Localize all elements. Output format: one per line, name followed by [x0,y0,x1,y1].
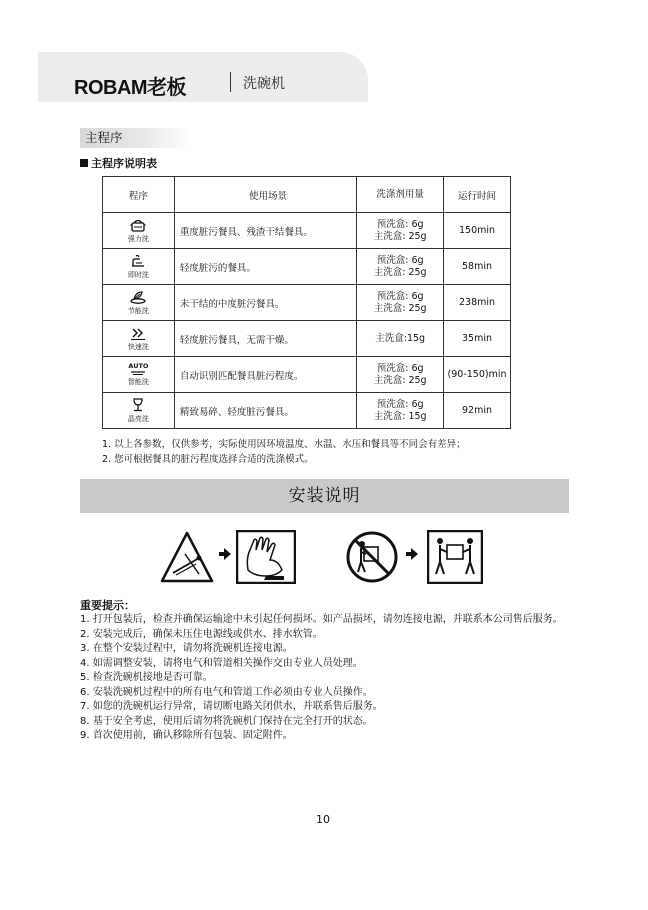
eco-leaf-plate-icon [130,290,146,305]
scene-cell: 精致易碎、轻度脏污餐具。 [174,393,356,429]
main-wash-amount: 主洗盒: 25g [373,302,427,314]
main-wash-amount: 主洗盒: 25g [373,230,427,242]
auto-tray-icon [130,370,146,376]
table-row [103,249,511,285]
pre-wash-amount: 预洗盒: 6g [376,398,424,410]
table-header-row [103,177,511,213]
note-line: 2. 您可根据餐具的脏污程度选择合适的洗涤模式。 [102,454,314,465]
detergent-cell [357,321,444,357]
note-line: 1. 以上各参数，仅供参考，实际使用因环境温度、水温、水压和餐具等不同会有差异； [102,439,466,450]
important-label: 重要提示： [80,599,135,612]
tip-item: 1. 打开包装后，检查并确保运输途中未引起任何损坏。如产品损坏，请勿连接电源，并联系本公司售后服务。 [80,614,563,625]
table-row [103,393,511,429]
program-cell [103,285,175,321]
program-name: 晶亮洗 [127,414,149,423]
brand-logo: ROBAM老板 [74,77,187,99]
table-row [103,321,511,357]
runtime-cell: (90-150)min [444,357,511,393]
section-title: 主程序 [80,128,190,148]
table-row [103,357,511,393]
program-table [102,176,511,429]
table-caption-text: 主程序说明表 [91,157,157,170]
auto-icon: AUTO [128,361,149,370]
table-notes [102,437,466,467]
detergent-cell [357,393,444,429]
runtime-cell: 150min [444,213,511,249]
tip-item: 9. 首次使用前，确认移除所有包装、固定附件。 [80,730,293,741]
program-name: 节能洗 [127,306,149,315]
runtime-cell: 92min [444,393,511,429]
glass-icon [130,398,146,413]
table-row [103,213,511,249]
tip-item: 8. 基于安全考虑，使用后请勿将洗碗机门保持在完全打开的状态。 [80,715,373,727]
program-cell [103,357,175,393]
program-name: 快速洗 [127,342,149,351]
tip-item: 6. 安装洗碗机过程中的所有电气和管道工作必须由专业人员操作。 [80,686,373,698]
tip-item: 2. 安装完成后，确保未压住电源线或供水、排水软管。 [80,628,323,640]
main-wash-amount: 主洗盒: 25g [373,266,427,278]
header-scene: 使用场景 [174,177,356,213]
detergent-cell [357,357,444,393]
detergent-cell [357,285,444,321]
scene-cell: 轻度脏污餐具，无需干燥。 [174,321,356,357]
install-tips-list [80,613,580,744]
pre-wash-amount: 预洗盒: 6g [376,254,424,266]
program-cell [103,393,175,429]
program-cell [103,321,175,357]
pre-wash-amount: 预洗盒: 6g [376,290,424,302]
instant-hand-icon [130,254,146,269]
arrow-right-icon [219,547,231,561]
protective-glove-icon [236,530,296,584]
heavy-pot-icon [130,218,146,233]
header-runtime: 运行时间 [444,177,511,213]
scene-cell: 未干结的中度脏污餐具。 [174,285,356,321]
program-name: 智能洗 [127,377,149,386]
page-number: 10 [316,813,330,826]
program-name: 强力洗 [127,234,149,243]
no-single-lift-icon [344,530,400,584]
header-divider [230,72,231,92]
main-wash-amount: 主洗盒: 25g [373,374,427,386]
table-caption [80,155,157,171]
program-name: 即时洗 [127,270,149,279]
two-person-lift-icon [427,530,483,584]
scene-cell: 重度脏污餐具、残渣干结餐具。 [174,213,356,249]
main-wash-amount: 主洗盒: 15g [373,410,427,422]
square-bullet-icon [80,159,88,167]
runtime-cell: 238min [444,285,511,321]
fast-arrows-icon [130,326,146,341]
detergent-cell [357,249,444,285]
arrow-right-icon [406,547,418,561]
tip-item: 5. 检查洗碗机接地是否可靠。 [80,672,213,683]
tip-item: 3. 在整个安装过程中，请勿将洗碗机连接电源。 [80,643,293,654]
scene-cell: 自动识别匹配餐具脏污程度。 [174,357,356,393]
tip-item: 7. 如您的洗碗机运行异常，请切断电路关闭供水，并联系售后服务。 [80,701,383,712]
runtime-cell: 58min [444,249,511,285]
install-section-title: 安装说明 [80,479,569,513]
program-cell [103,249,175,285]
main-wash-amount: 主洗盒:15g [375,332,426,344]
program-cell [103,213,175,249]
tip-item: 4. 如需调整安装，请将电气和管道相关操作交由专业人员处理。 [80,657,363,669]
product-name: 洗碗机 [243,76,285,92]
detergent-cell [357,213,444,249]
scene-cell: 轻度脏污的餐具。 [174,249,356,285]
header-program: 程序 [103,177,175,213]
runtime-cell: 35min [444,321,511,357]
cut-hazard-warning-icon [159,530,215,584]
pre-wash-amount: 预洗盒: 6g [376,362,424,374]
header-detergent: 洗涤剂用量 [357,177,444,213]
table-row [103,285,511,321]
pre-wash-amount: 预洗盒: 6g [376,218,424,230]
